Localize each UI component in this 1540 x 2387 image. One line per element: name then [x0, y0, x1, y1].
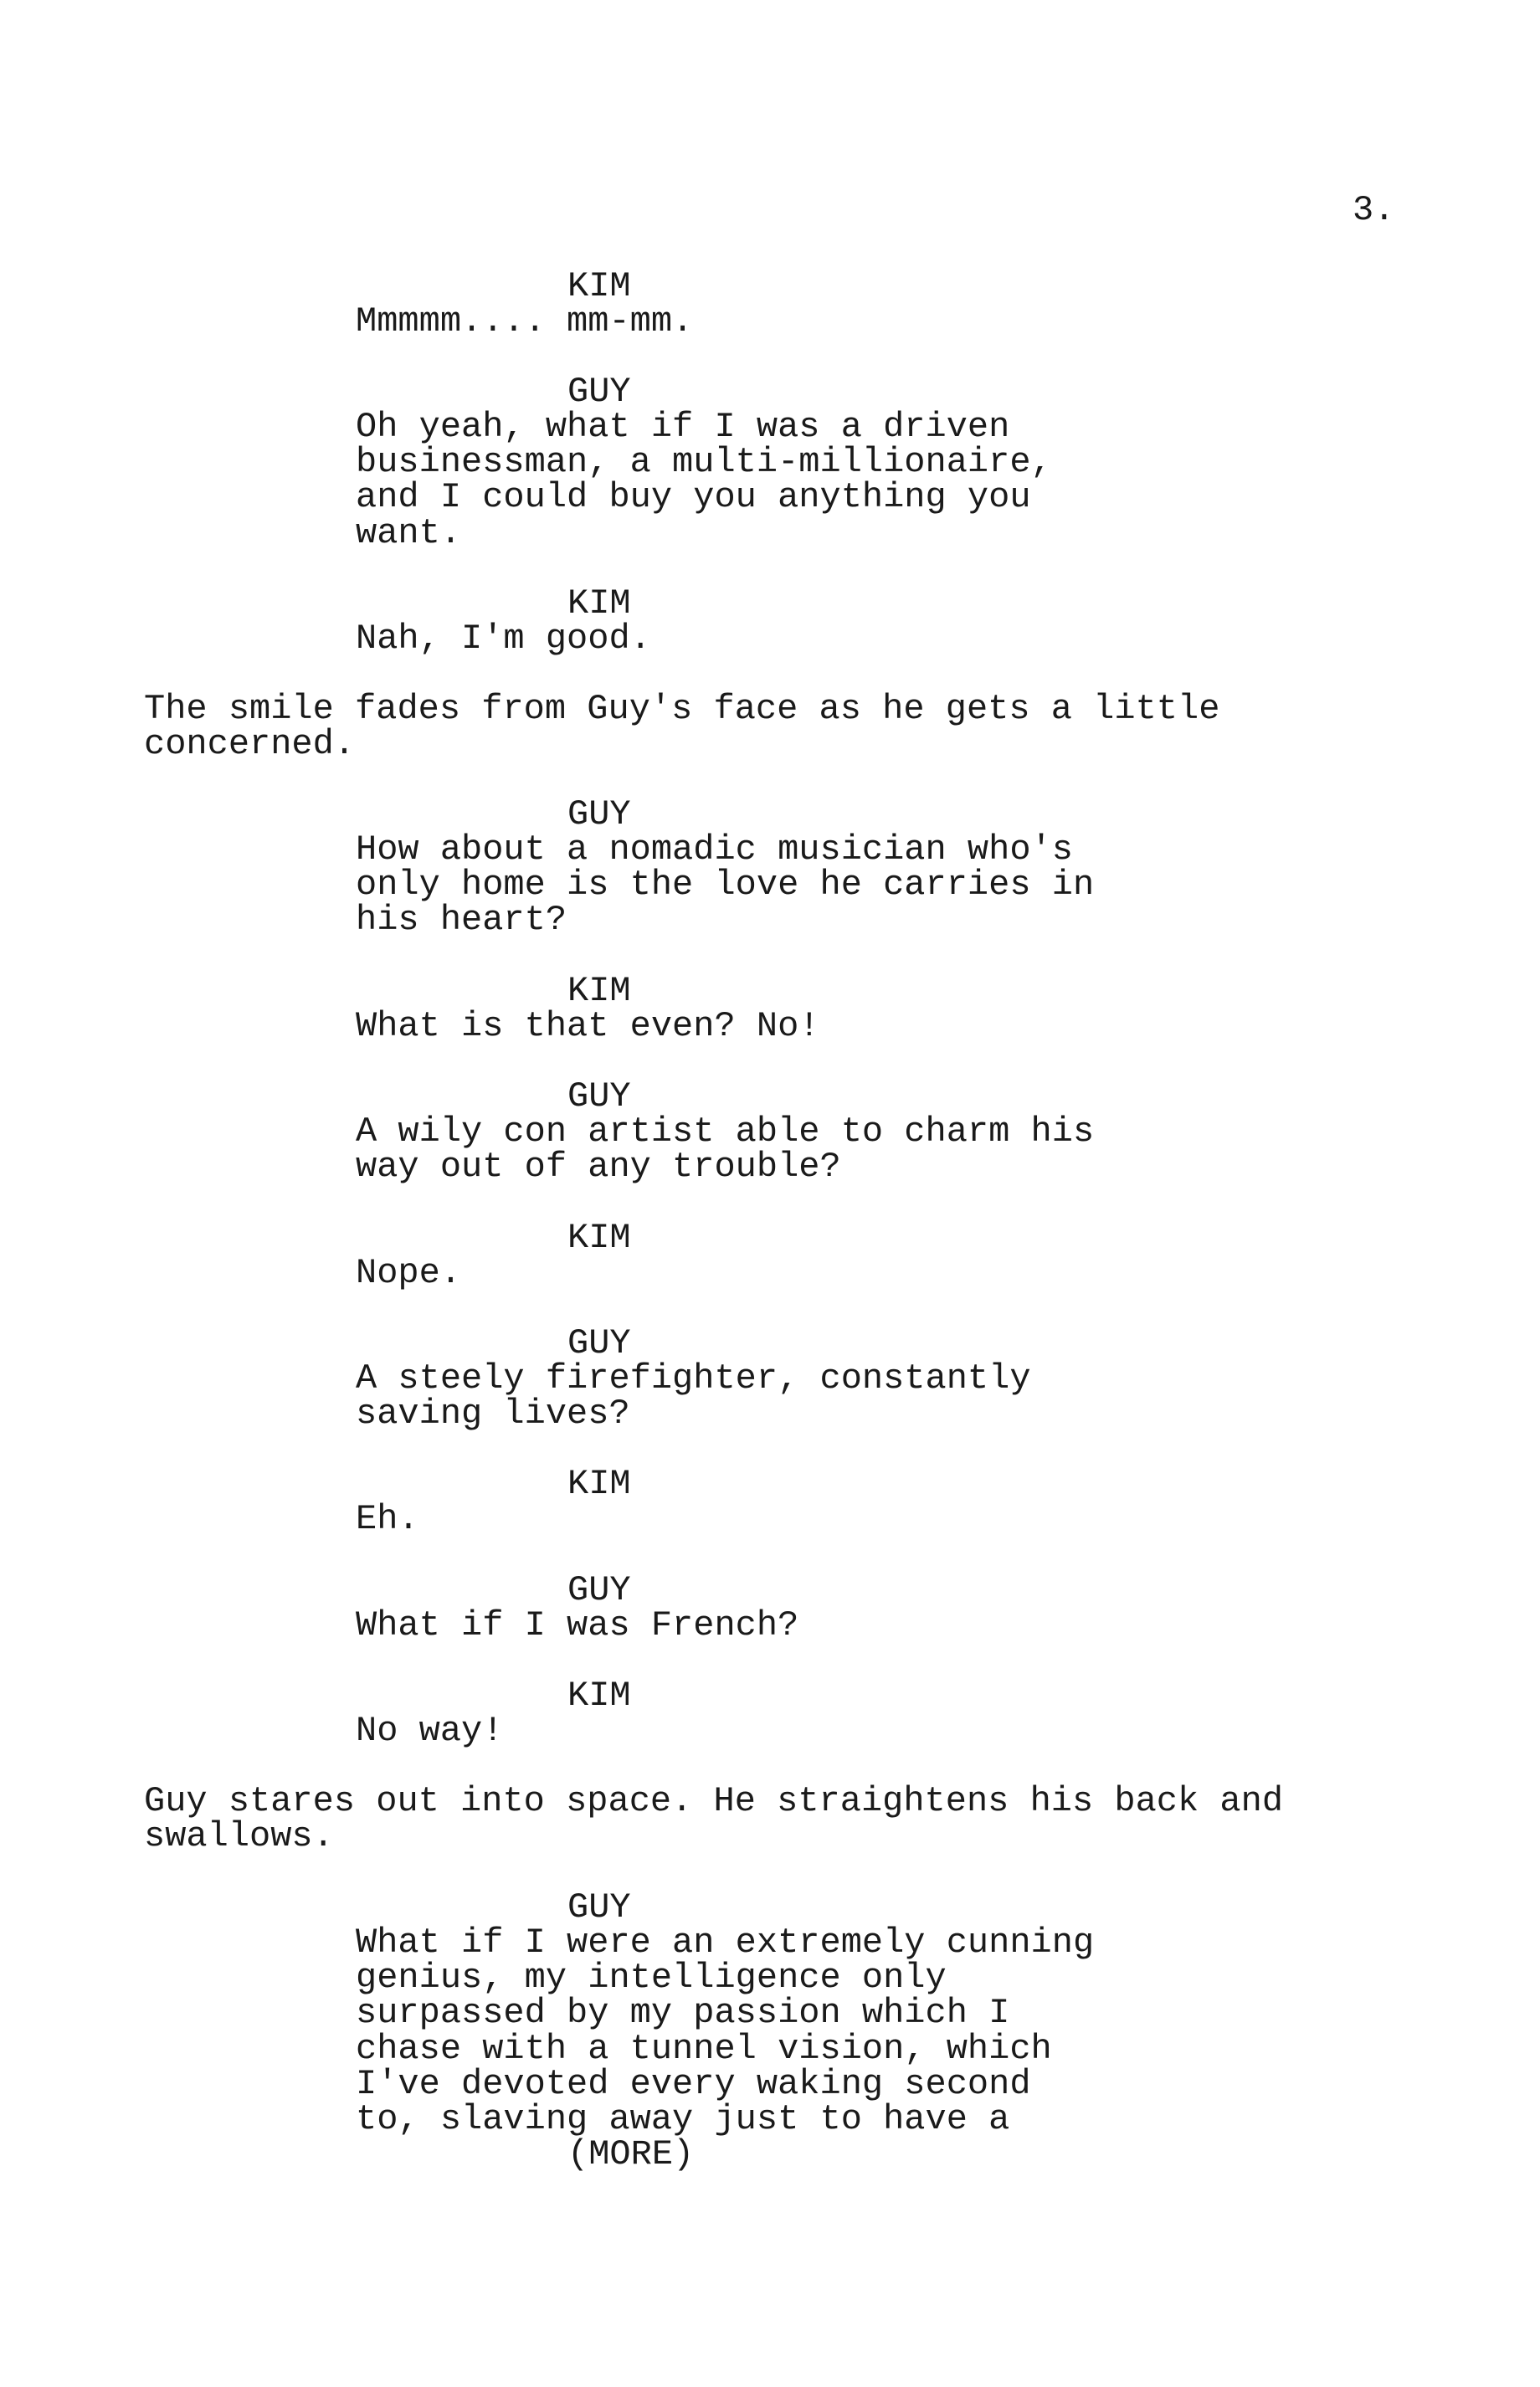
character-name: KIM — [567, 1464, 631, 1504]
character-name: KIM — [567, 583, 631, 624]
dialogue: What if I were an extremely cunning genius, my intelligence only surpassed by my passion which I chase with a tunnel vision, which I've devoted every waking second to, slaving away just to have a — [356, 1922, 1095, 2140]
dialogue: A wily con artist able to charm his way out of any trouble? — [356, 1111, 1095, 1188]
character-name: GUY — [567, 372, 631, 412]
character-name: KIM — [567, 266, 631, 306]
character-name: GUY — [567, 794, 631, 834]
dialogue: How about a nomadic musician who's only home is the love he carries in his heart? — [356, 829, 1095, 941]
dialogue: No way! — [356, 1711, 504, 1751]
action-line: Guy stares out into space. He straightens his back and swallows. — [144, 1781, 1284, 1857]
character-name: GUY — [567, 1887, 631, 1928]
dialogue: What if I was French? — [356, 1605, 799, 1645]
dialogue: What is that even? No! — [356, 1006, 820, 1046]
dialogue: Nah, I'm good. — [356, 619, 651, 659]
page-number: 3. — [1353, 190, 1395, 230]
character-name: GUY — [567, 1076, 631, 1116]
more-continuation: (MORE) — [567, 2134, 695, 2174]
dialogue: A steely firefighter, constantly saving lives? — [356, 1358, 1031, 1435]
character-name: KIM — [567, 971, 631, 1011]
action-line: The smile fades from Guy's face as he gets a little concerned. — [144, 689, 1220, 765]
character-name: KIM — [567, 1676, 631, 1716]
dialogue: Oh yeah, what if I was a driven businessman, a multi-millionaire, and I could buy you anything you want. — [356, 407, 1052, 553]
character-name: GUY — [567, 1570, 631, 1610]
dialogue: Nope. — [356, 1253, 462, 1293]
dialogue: Mmmmm.... mm-mm. — [356, 301, 694, 341]
character-name: KIM — [567, 1218, 631, 1258]
dialogue: Eh. — [356, 1499, 419, 1539]
character-name: GUY — [567, 1323, 631, 1363]
